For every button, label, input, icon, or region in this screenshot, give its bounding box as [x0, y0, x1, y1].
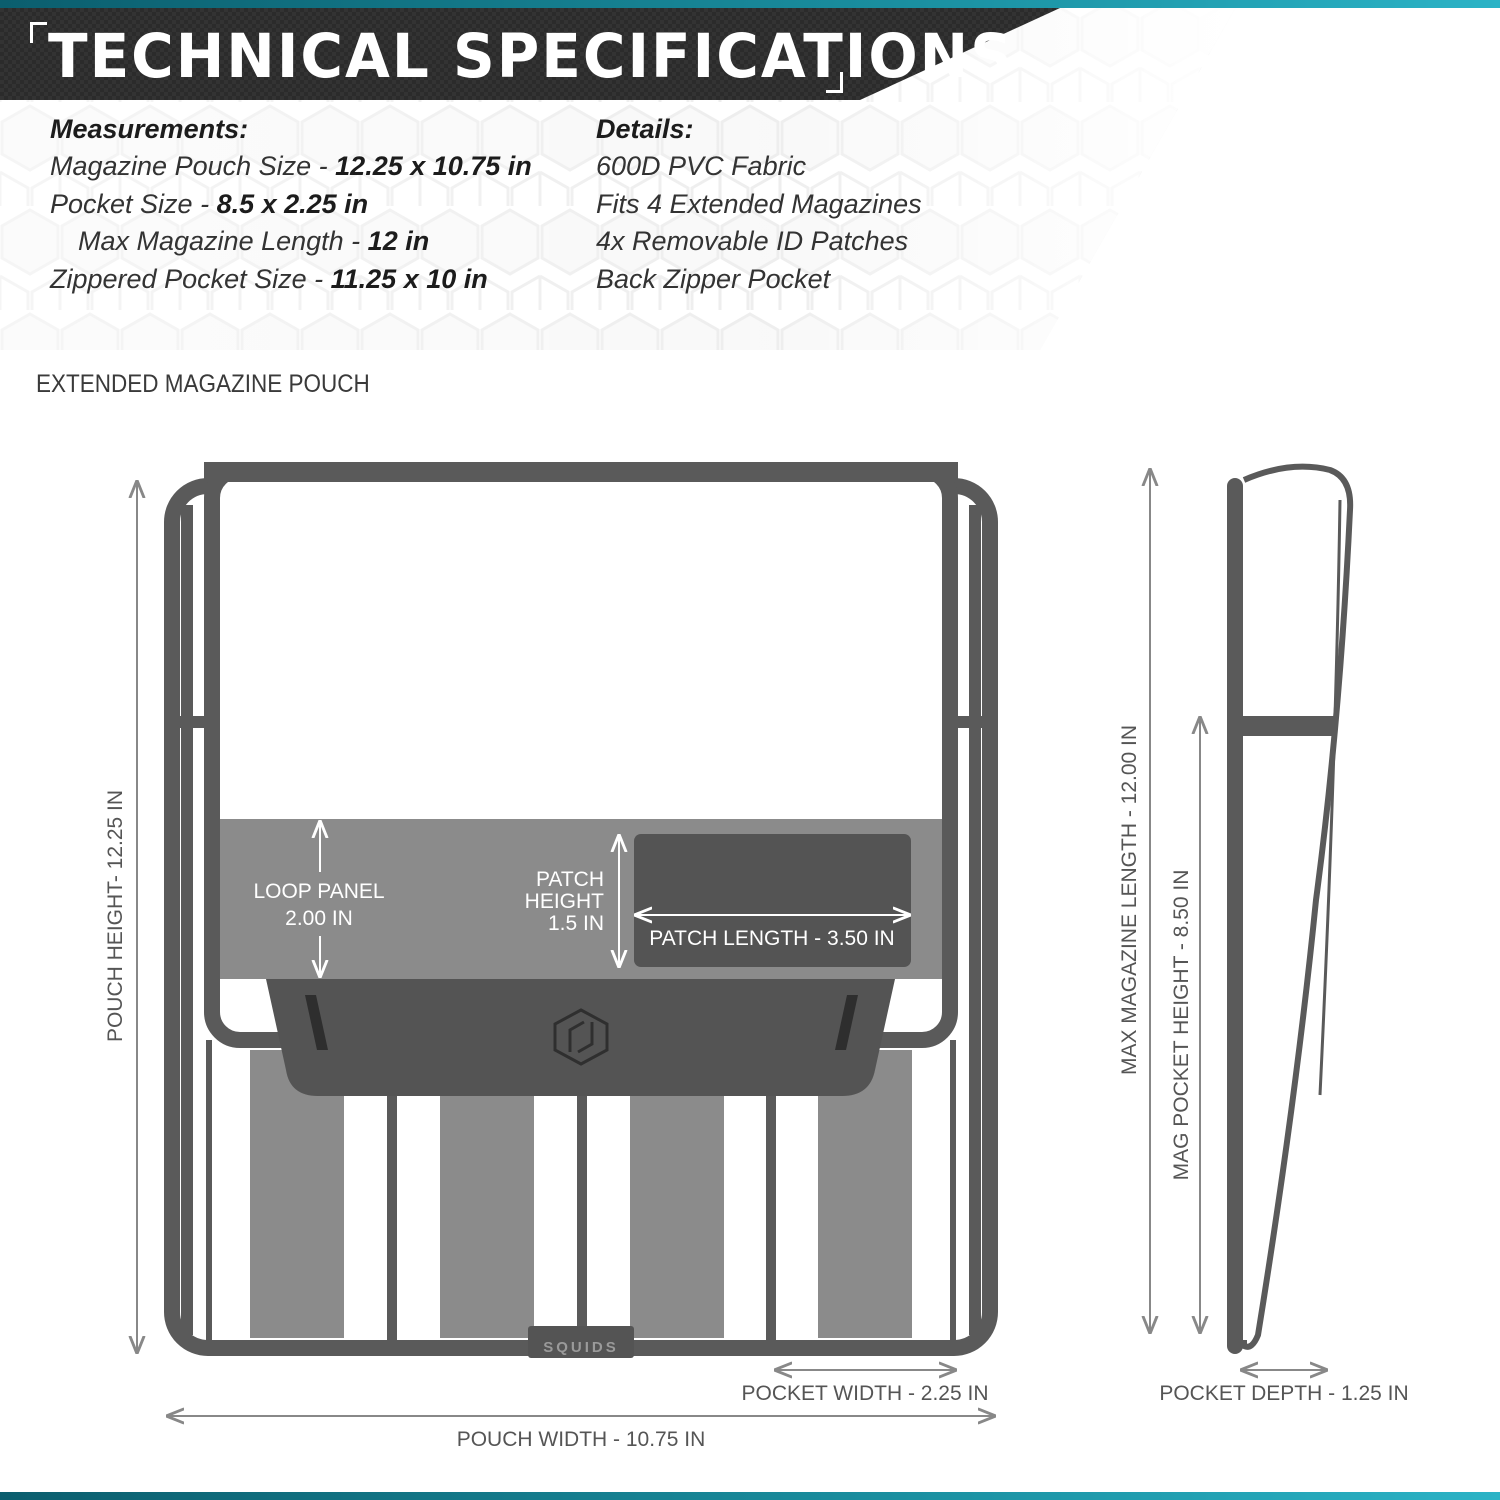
- patch-height-label: PATCH: [535, 868, 604, 891]
- loop-panel-label: LOOP PANEL: [253, 880, 385, 903]
- patch-length-label: PATCH LENGTH - 3.50 IN: [649, 927, 895, 950]
- pocket-flap: [266, 979, 895, 1096]
- measurement-line: Max Magazine Length - 12 in: [78, 226, 430, 256]
- patch-height-label: HEIGHT: [524, 890, 604, 913]
- side-view-back-panel: [1227, 478, 1243, 1354]
- page-title: TECHNICAL SPECIFICATIONS: [48, 20, 1014, 92]
- details-heading: Details:: [596, 114, 694, 144]
- measurements-heading: Measurements:: [50, 114, 249, 144]
- loop-panel-value: 2.00 IN: [285, 907, 353, 930]
- brand-tag-text: SQUIDS: [543, 1339, 619, 1356]
- pouch-height-label: POUCH HEIGHT- 12.25 IN: [104, 789, 127, 1043]
- detail-line: Back Zipper Pocket: [596, 263, 831, 294]
- side-view-body: [1244, 467, 1350, 1347]
- detail-line: 4x Removable ID Patches: [596, 226, 909, 256]
- side-view: [1227, 467, 1350, 1354]
- pouch-width-label: POUCH WIDTH - 10.75 IN: [456, 1428, 706, 1451]
- pocket-width-label: POCKET WIDTH - 2.25 IN: [741, 1382, 989, 1405]
- mag-pocket-height-label: MAG POCKET HEIGHT - 8.50 IN: [1170, 869, 1193, 1181]
- max-mag-length-label: MAX MAGAZINE LENGTH - 12.00 IN: [1118, 724, 1141, 1076]
- patch-height-value: 1.5 IN: [547, 912, 604, 935]
- detail-line: Fits 4 Extended Magazines: [596, 188, 922, 219]
- front-panel-top-edge: [204, 462, 958, 482]
- detail-line: 600D PVC Fabric: [596, 151, 807, 181]
- measurement-line: Zippered Pocket Size - 11.25 x 10 in: [50, 263, 488, 294]
- section-label: EXTENDED MAGAZINE POUCH: [36, 370, 370, 398]
- measurement-line: Magazine Pouch Size - 12.25 x 10.75 in: [50, 151, 532, 181]
- measurement-line: Pocket Size - 8.5 x 2.25 in: [50, 188, 369, 219]
- pocket-depth-label: POCKET DEPTH - 1.25 IN: [1159, 1382, 1409, 1405]
- side-view-strap: [1243, 716, 1335, 736]
